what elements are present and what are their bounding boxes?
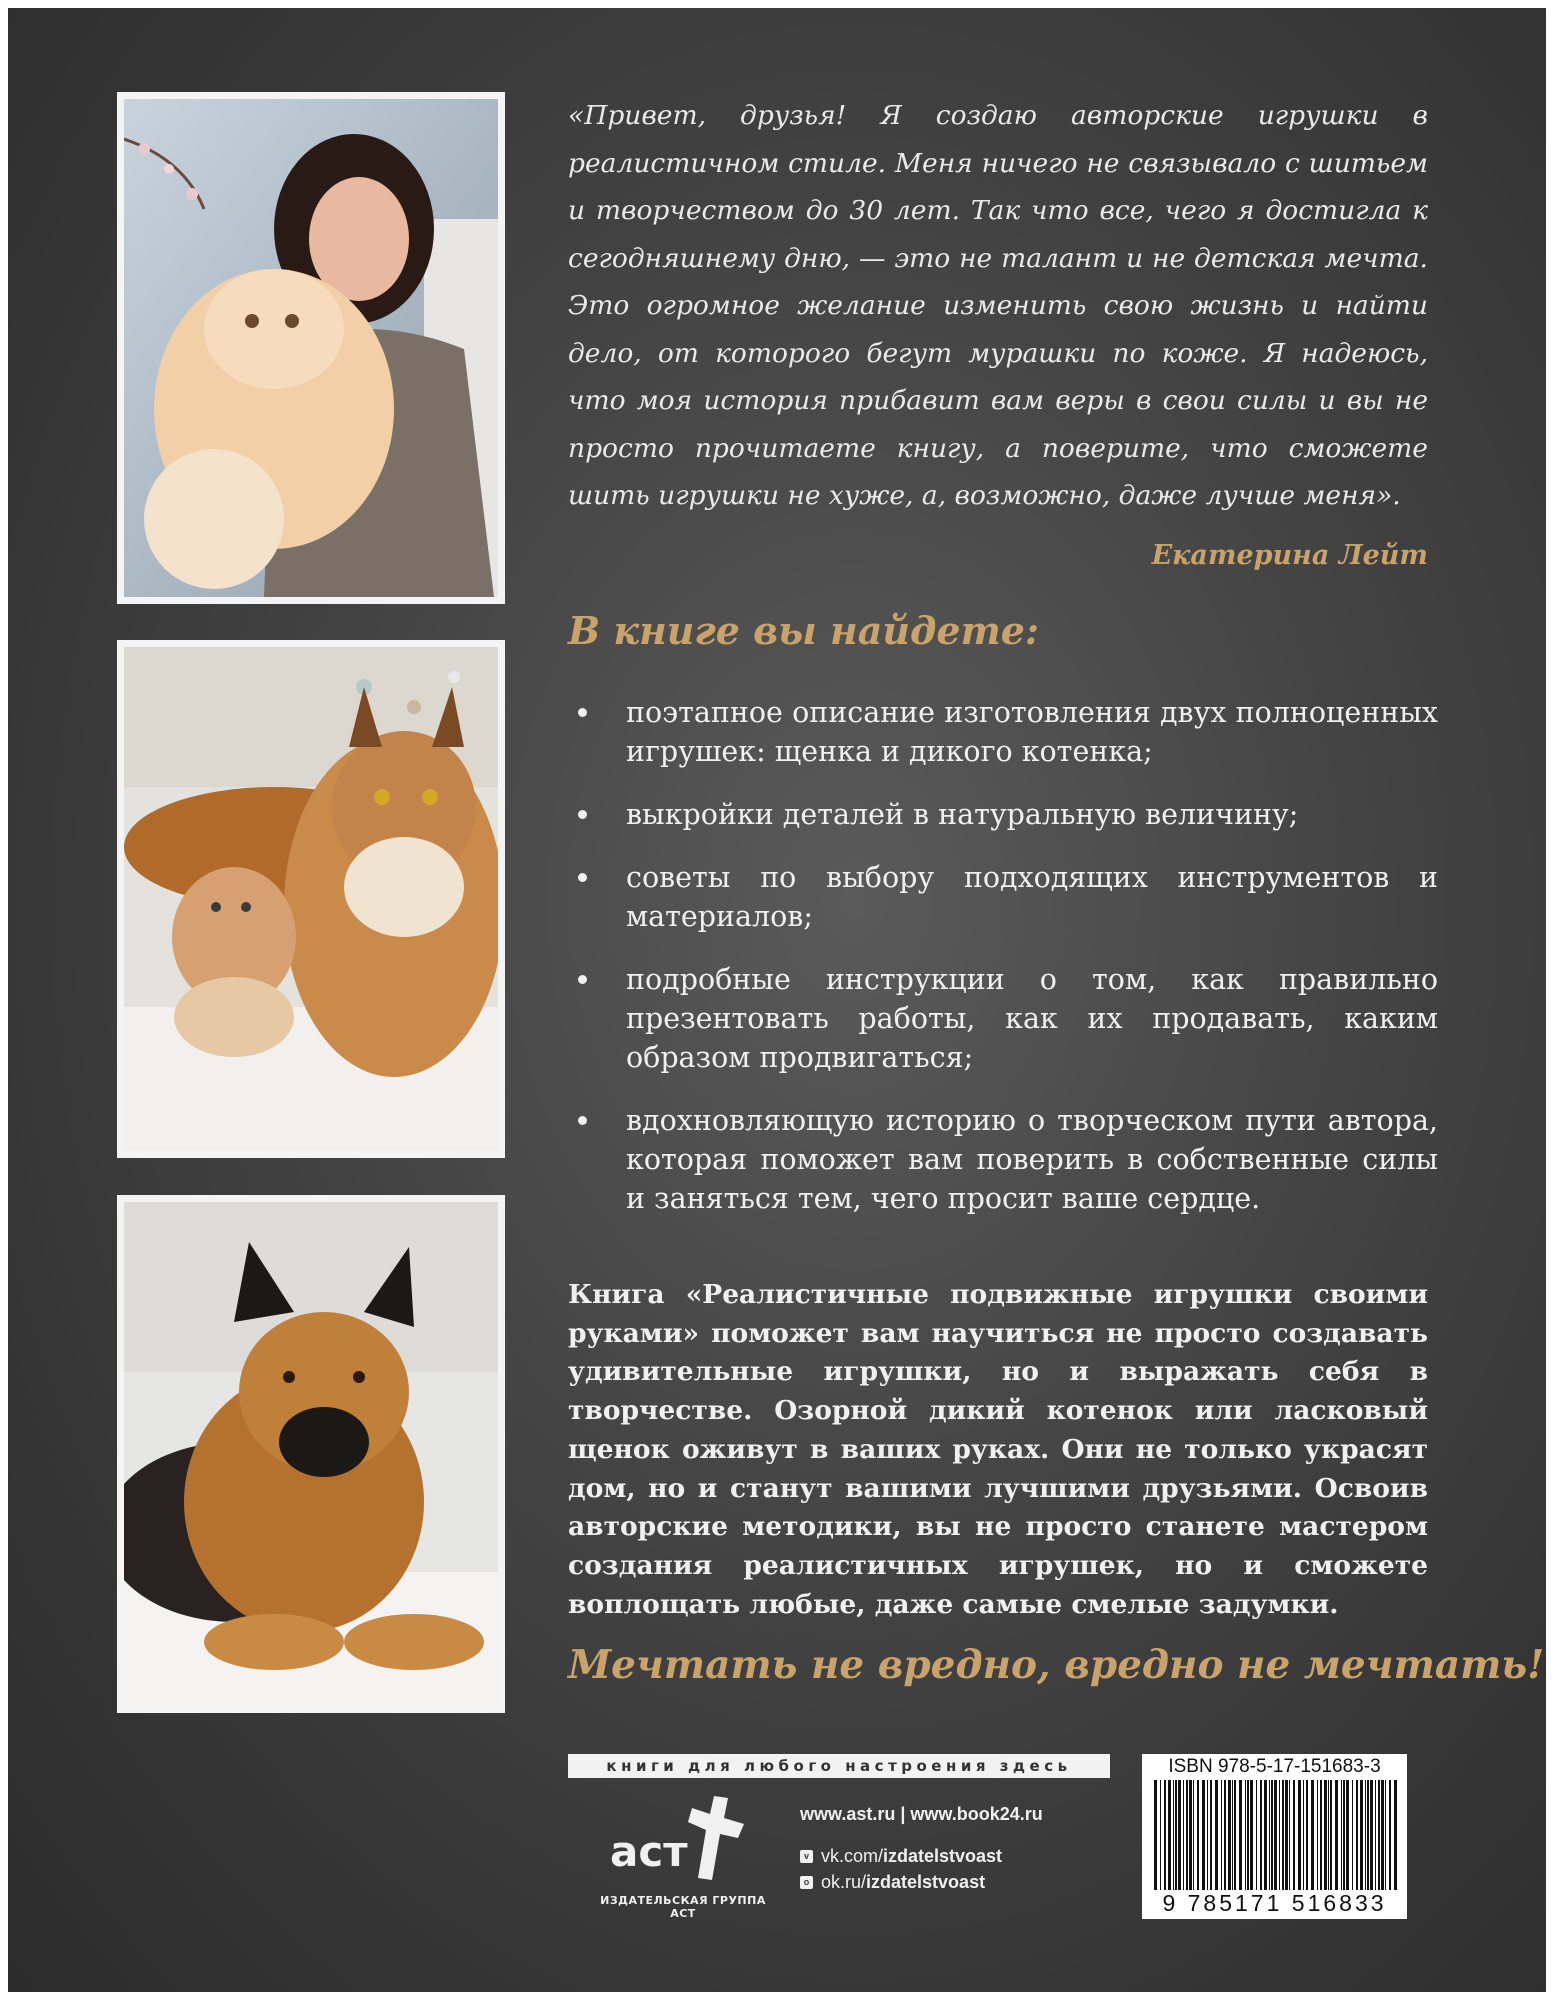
barcode-bar — [1215, 1780, 1218, 1890]
bullet-icon — [578, 873, 587, 882]
ok-icon: o — [800, 1876, 813, 1889]
barcode-bar — [1232, 1780, 1233, 1890]
barcode-bar — [1289, 1780, 1290, 1890]
ok-prefix: ok.ru/ — [821, 1872, 867, 1892]
barcode-bar — [1385, 1780, 1386, 1890]
barcode-bar — [1306, 1780, 1308, 1890]
author-name: Екатерина Лейт — [1151, 540, 1428, 571]
barcode-bar — [1311, 1780, 1314, 1890]
website-links[interactable]: www.ast.ru | www.book24.ru — [800, 1804, 1043, 1824]
barcode-bar — [1193, 1780, 1194, 1890]
barcode-bar — [1320, 1780, 1322, 1890]
author-with-cat-photo — [117, 92, 505, 604]
ast-logo-icon — [588, 1790, 778, 1890]
barcode-bar — [1160, 1780, 1161, 1890]
barcode-block — [1142, 1754, 1407, 1919]
back-cover — [8, 8, 1546, 1992]
feature-text: советы по выбору подходящих инструментов и материалов; — [626, 861, 1438, 933]
barcode-bar — [1330, 1780, 1332, 1890]
barcode-bar — [1370, 1780, 1373, 1890]
barcode-bar — [1224, 1780, 1226, 1890]
barcode-bar — [1202, 1780, 1205, 1890]
list-item — [568, 858, 1438, 936]
barcode-bar — [1381, 1780, 1384, 1890]
vk-link[interactable] — [800, 1843, 1043, 1869]
author-quote: «Привет, друзья! Я создаю авторские игрушки в реалистичном стиле. Меня ничего не связывало с шитьем и творчеством до 30 лет. Так что все, чего я достигла к сегодняшнему дню, — это не талант и не детская мечта. Это огромное желание изменить свою жизнь и найти дело, от которого бегут мурашки по коже. Я надеюсь, что моя история прибавит вам веры в свои силы и вы не просто прочитаете книгу, а поверите, что сможете шить игрушки не хуже, а, возможно, даже лучше меня». — [568, 100, 1428, 511]
list-item — [568, 1101, 1438, 1218]
tagline-bar: книги для любого настроения здесь — [568, 1754, 1110, 1778]
barcode-bar — [1207, 1780, 1208, 1890]
barcode-bar — [1324, 1780, 1327, 1890]
vk-prefix: vk.com/ — [821, 1846, 884, 1866]
barcode-bar — [1360, 1780, 1363, 1890]
barcode-bar — [1228, 1780, 1231, 1890]
barcode-bar — [1367, 1780, 1369, 1890]
barcode-bar — [1256, 1780, 1257, 1890]
ok-handle: izdatelstvoast — [866, 1872, 986, 1892]
barcode-bar — [1346, 1780, 1349, 1890]
list-item — [568, 795, 1438, 834]
barcode-bar — [1317, 1780, 1318, 1890]
barcode-bar — [1247, 1780, 1249, 1890]
barcode-bar — [1343, 1780, 1345, 1890]
barcode-bar — [1221, 1780, 1222, 1890]
features-list — [568, 693, 1438, 1242]
barcode-bar — [1168, 1780, 1171, 1890]
barcode-bar — [1175, 1780, 1177, 1890]
bullet-icon — [578, 810, 587, 819]
barcode-bar — [1285, 1780, 1288, 1890]
barcode-bar — [1186, 1780, 1188, 1890]
publisher-logo — [588, 1790, 778, 1920]
barcode-bar — [1245, 1780, 1246, 1890]
barcode-bar — [1282, 1780, 1284, 1890]
barcode-bar — [1303, 1780, 1304, 1890]
barcode-bar — [1352, 1780, 1353, 1890]
barcode-bar — [1210, 1780, 1212, 1890]
bullet-icon — [578, 1116, 587, 1125]
barcode-bar — [1260, 1780, 1262, 1890]
barcode-bar — [1164, 1780, 1166, 1890]
bullet-icon — [578, 708, 587, 717]
publisher-links — [800, 1804, 1043, 1895]
feature-text: выкройки деталей в натуральную величину; — [626, 798, 1299, 831]
book-description: Книга «Реалистичные подвижные игрушки своими руками» поможет вам научиться не просто создавать удивительные игрушки, но и выражать себя в творчестве. Озорной дикий котенок или ласковый щенок оживут в ваших руках. Они не только украсят дом, но и станут вашими лучшими друзьями. Освоив авторские методики, вы не просто станете мастером создания реалистичных игрушек, но и сможете воплощать любые, даже самые смелые задумки. — [568, 1279, 1428, 1620]
feature-text: поэтапное описание изготовления двух полноценных игрушек: щенка и дикого котенка; — [626, 696, 1438, 768]
barcode-bar — [1178, 1780, 1181, 1890]
logo-letters: аст — [610, 1827, 688, 1876]
isbn-label: ISBN 978-5-17-151683-3 — [1168, 1756, 1381, 1777]
feature-text: подробные инструкции о том, как правильно презентовать работы, как их продавать, каким образом продвигаться; — [626, 963, 1438, 1074]
lynx-toys-photo — [117, 640, 505, 1158]
vk-handle: izdatelstvoast — [883, 1846, 1003, 1866]
barcode-bar — [1234, 1780, 1236, 1890]
features-heading: В книге вы найдете: — [568, 608, 1039, 653]
barcode-bar — [1197, 1780, 1199, 1890]
barcode-bar — [1389, 1780, 1391, 1890]
barcode-bar — [1375, 1780, 1376, 1890]
barcode-bar — [1356, 1780, 1358, 1890]
list-item — [568, 693, 1438, 771]
feature-text: вдохновляющую историю о творческом пути автора, которая поможет вам поверить в собственные силы и заняться тем, чего просит ваше сердце. — [626, 1104, 1438, 1215]
vk-icon: v — [800, 1850, 813, 1863]
barcode-bar — [1293, 1780, 1295, 1890]
barcode-bar — [1274, 1780, 1277, 1890]
barcode-bar — [1264, 1780, 1267, 1890]
barcode-number: 9 785171 516833 — [1162, 1890, 1387, 1916]
slogan: Мечтать не вредно, вредно не мечтать! — [568, 1642, 1545, 1688]
bullet-icon — [578, 975, 587, 984]
barcode-bar — [1250, 1780, 1253, 1890]
publisher-caption: ИЗДАТЕЛЬСКАЯ ГРУППА АСТ — [600, 1894, 766, 1920]
list-item — [568, 960, 1438, 1077]
barcode-bar — [1341, 1780, 1342, 1890]
barcode-bar — [1183, 1780, 1184, 1890]
barcode-bar — [1279, 1780, 1280, 1890]
barcode-bar — [1173, 1780, 1174, 1890]
puppy-toy-photo — [117, 1195, 505, 1713]
barcode-bar — [1239, 1780, 1242, 1890]
barcode-bar — [1394, 1780, 1397, 1890]
barcode-bar — [1154, 1780, 1157, 1890]
barcode-bar — [1328, 1780, 1329, 1890]
barcode-icon — [1152, 1780, 1397, 1890]
barcode-bar — [1298, 1780, 1301, 1890]
barcode-bar — [1269, 1780, 1270, 1890]
barcode-bar — [1378, 1780, 1380, 1890]
barcode-bar — [1189, 1780, 1192, 1890]
barcode-bar — [1365, 1780, 1366, 1890]
barcode-bar — [1335, 1780, 1338, 1890]
ok-link[interactable] — [800, 1869, 1043, 1895]
barcode-bar — [1271, 1780, 1273, 1890]
